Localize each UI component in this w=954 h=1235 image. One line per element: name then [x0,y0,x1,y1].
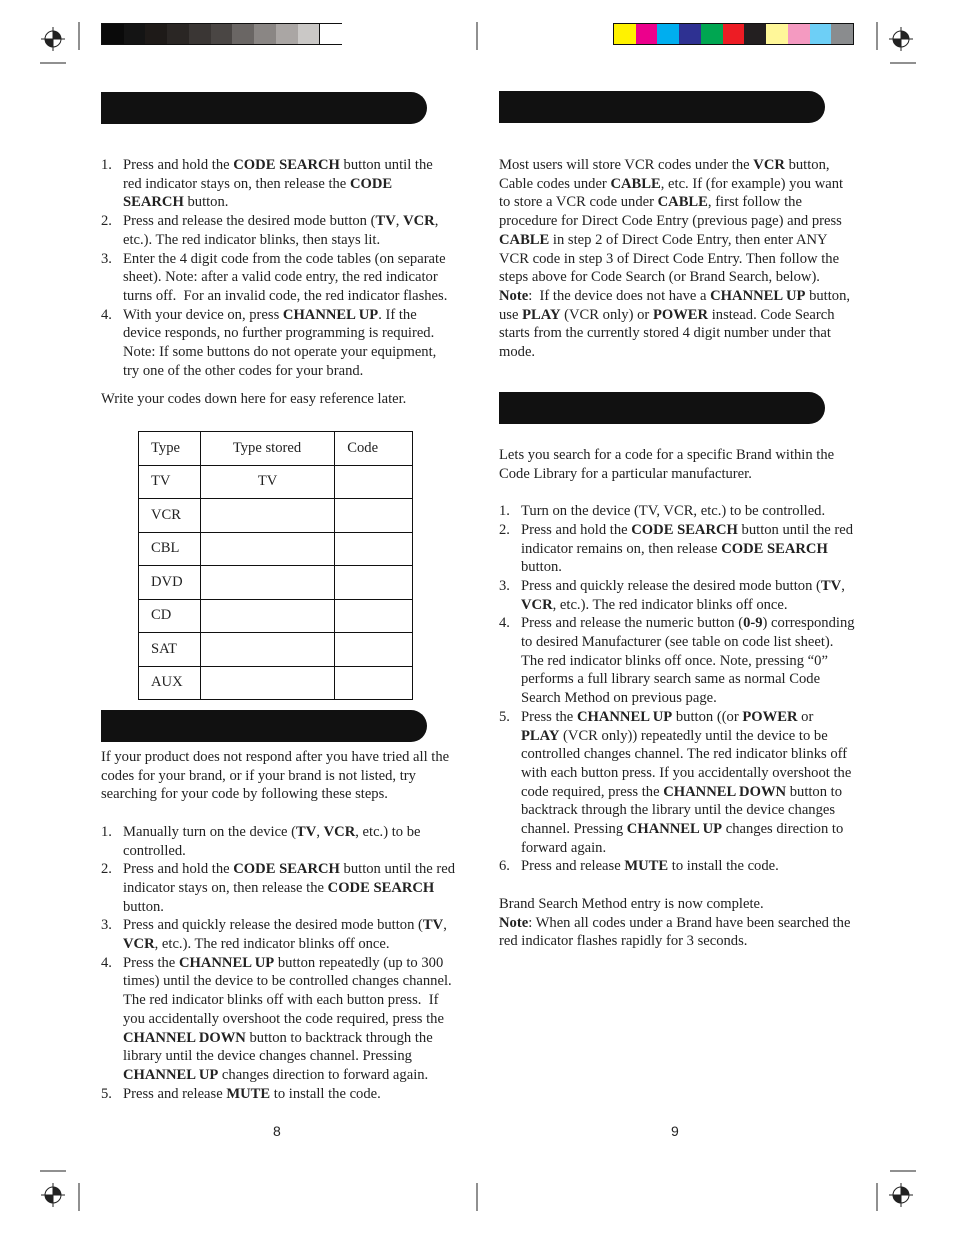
table-cell: Type stored [200,432,334,466]
list-item [101,823,457,860]
list-item-number: 5. [101,1085,112,1102]
table-cell: TV [139,465,201,499]
list-item-number: 1. [101,157,112,173]
color-swatch [831,24,853,44]
brand-search-steps [499,502,855,876]
list-item [101,954,457,1085]
right-column-bottom [499,446,855,951]
brand-note [499,914,855,951]
list-item [499,708,855,858]
table-cell [200,599,334,633]
color-swatch [679,24,701,44]
code-search-steps [101,823,457,1104]
direct-entry-steps [101,156,453,380]
color-swatch [701,24,723,44]
table-cell: CBL [139,532,201,566]
color-swatch [810,24,832,44]
gray-ramp-bar [101,23,342,45]
table-cell [335,666,413,700]
list-item [499,577,855,614]
table-cell: CD [139,599,201,633]
table-cell [335,566,413,600]
write-codes-text: Write your codes down here for easy reference later. [101,391,407,408]
list-item-text: Press and release the numeric button (0-9) corresponding to desired Manufacturer (see table on code list sheet). The red indicator blinks off once. Note, pressing “0” performs a full library search same as normal Code Search Method on previous page. [521,615,855,707]
color-swatch [744,24,766,44]
list-item [101,156,453,212]
gray-swatch [319,24,342,44]
codes-table [138,431,413,700]
list-item-number: 2. [101,861,112,878]
table-row [139,633,413,667]
list-item-number: 6. [499,858,510,875]
table-cell: VCR [139,499,201,533]
list-item [101,306,453,381]
list-item-number: 1. [101,823,112,840]
note-text: : When all codes under a Brand have been searched the red indicator flashes rapidly for 3 seconds. [499,914,851,950]
list-item-text: Press and quickly release the desired mode button (TV, VCR, etc.). The red indicator blinks off once. [123,917,447,953]
list-item-text: Manually turn on the device (TV, VCR, etc.) to be controlled. [123,823,421,859]
table-cell [200,666,334,700]
list-item-number: 4. [101,306,112,323]
table-cell [200,532,334,566]
list-item-number: 4. [101,954,112,971]
page-number-right: 9 [671,1123,679,1139]
color-swatch [723,24,745,44]
gray-swatch [211,24,233,44]
list-item-text: Press and hold the CODE SEARCH button until the red indicator stays on, then release the CODE SEARCH button. [123,861,456,915]
list-item [499,857,855,876]
brand-complete-text: Brand Search Method entry is now complete. [499,895,764,912]
table-row [139,666,413,700]
table-row [139,465,413,499]
color-swatch [657,24,679,44]
table-cell [335,599,413,633]
left-column-top [101,156,453,409]
brand-search-intro: Lets you search for a code for a specific Brand within the Code Library for a particular manufacturer. [499,447,835,482]
list-item [499,521,855,577]
list-item-text: Press and release the desired mode button (TV, VCR, etc.). The red indicator blinks, then stays lit. [123,213,439,248]
color-swatch [766,24,788,44]
list-item-text: Press and quickly release the desired mode button (TV, VCR, etc.). The red indicator blinks off once. [521,577,845,613]
gray-swatch [124,24,146,44]
table-row [139,499,413,533]
list-item [499,614,855,708]
gray-swatch [145,24,167,44]
gray-swatch [232,24,254,44]
table-cell [335,499,413,533]
list-item-text: Enter the 4 digit code from the code tables (on separate sheet). Note: after a valid code entry, the red indicator turns off. For an invalid code, the red indicator flashes. [123,250,448,304]
gray-swatch [254,24,276,44]
store-codes-text: Most users will store VCR codes under the VCR button, Cable codes under CABLE, etc. If (for example) you want to store a VCR code under CABLE, first follow the procedure for Direct Code Entry (previous page) and press CABLE in step 2 of Direct Code Entry, then enter ANY VCR code in step 3 of Direct Code Entry. Then follow the steps above for Code Search (or Brand Search, below). Note: If the device does not have a CHANNEL UP button, use PLAY (VCR only) or POWER instead. Code Search starts from the currently stored 4 digit number under that mode. [499,157,851,361]
note-label: Note [499,914,529,931]
table-cell [200,499,334,533]
list-item-text: With your device on, press CHANNEL UP. If the device responds, no further programming is required. Note: If some buttons do not operate your equipment, try one of the other codes for your brand. [123,306,437,379]
list-item-text: Press the CHANNEL UP button ((or POWER or PLAY (VCR only)) repeatedly until the device to be controlled changes channel. The red indicator blinks off with each button press. If you accidentally overshoot the code required, press the CHANNEL DOWN button to backtrack through the library until the device changes channel. Pressing CHANNEL UP changes direction to forward again. [521,708,852,856]
table-row [139,566,413,600]
list-item-text: Press and release MUTE to install the code. [521,858,779,875]
list-item-number: 3. [101,917,112,934]
list-item-number: 2. [499,521,510,538]
gray-swatch [276,24,298,44]
page-number-left: 8 [273,1123,281,1139]
section-header-bar-storing [499,91,825,123]
right-column-top [499,156,855,362]
left-column-bottom [101,748,457,1103]
table-cell: Code [335,432,413,466]
section-header-bar-code-search [101,710,427,742]
table-cell [335,465,413,499]
table-cell: Type [139,432,201,466]
color-swatch [614,24,636,44]
gray-swatch [102,24,124,44]
table-cell: DVD [139,566,201,600]
list-item [101,916,457,953]
code-search-intro: If your product does not respond after you have tried all the codes for your brand, or if your brand is not listed, try searching for your code by following these steps. [101,749,450,803]
table-cell [200,566,334,600]
table-row [139,599,413,633]
table-cell: AUX [139,666,201,700]
color-swatch [636,24,658,44]
table-cell [335,532,413,566]
list-item-number: 4. [499,615,510,632]
list-item [499,502,855,521]
gray-swatch [189,24,211,44]
list-item-number: 1. [499,503,510,520]
list-item-text: Press and hold the CODE SEARCH button until the red indicator remains on, then release CODE SEARCH button. [521,521,854,576]
table-header-row [139,432,413,466]
color-swatch [788,24,810,44]
list-item [101,212,453,249]
table-cell: TV [200,465,334,499]
gray-swatch [298,24,320,44]
table-cell [200,633,334,667]
section-header-bar-direct-entry [101,92,427,124]
list-item-text: Press and release MUTE to install the code. [123,1085,381,1102]
list-item-text: Press the CHANNEL UP button repeatedly (up to 300 times) until the device to be controlled changes channel. The red indicator blinks off with each button press. If you accidentally overshoot the code required, press the CHANNEL DOWN button to backtrack through the library until the device changes channel. Pressing CHANNEL UP changes direction to forward again. [123,954,452,1083]
list-item [101,860,457,916]
list-item-number: 5. [499,708,510,725]
list-item-text: Turn on the device (TV, VCR, etc.) to be controlled. [521,503,826,520]
gray-swatch [167,24,189,44]
color-calibration-bar [613,23,854,45]
table-cell: SAT [139,633,201,667]
list-item [101,1085,457,1104]
section-header-bar-brand-search [499,392,825,424]
list-item-number: 2. [101,213,112,230]
list-item-number: 3. [499,577,510,594]
table-cell [335,633,413,667]
list-item-text: Press and hold the CODE SEARCH button until the red indicator stays on, then release the CODE SEARCH button. [123,157,433,211]
list-item-number: 3. [101,250,112,267]
table-row [139,532,413,566]
list-item [101,250,453,306]
